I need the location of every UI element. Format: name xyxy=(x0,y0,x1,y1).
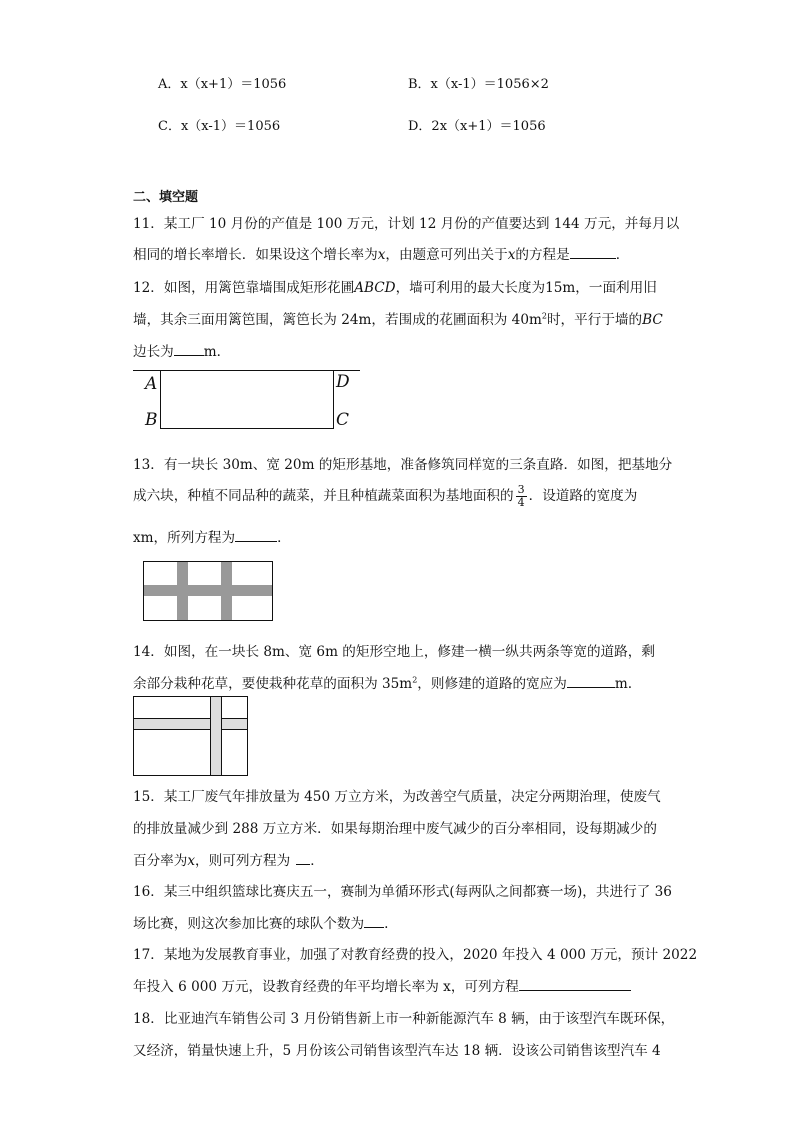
q11-line1: 11．某工厂 10 月份的产值是 100 万元，计划 12 月份的产值要达到 144 万元，并每月以 xyxy=(133,216,680,232)
horizontal-path xyxy=(134,718,247,730)
horizontal-road xyxy=(144,585,272,596)
label-d: D xyxy=(336,372,350,392)
option-d: D．2x（x+1）＝1056 xyxy=(408,119,546,134)
q12-line2: 墙，其余三面用篱笆围，篱笆长为 24m，若围成的花圃面积为 $40m^2$时，平行于墙的BC xyxy=(133,311,663,328)
q16-answer-blank xyxy=(364,915,384,928)
q14-line1: 14．如图，在一块长 8m、宽 6m 的矩形空地上，修建一横一纵共两条等宽的道路，剩 xyxy=(133,644,655,660)
fraction-three-quarters: $\frac{3}{4}$ xyxy=(517,483,525,509)
q12-answer-blank xyxy=(174,343,204,356)
q18-line1: 18．比亚迪汽车销售公司 3 月份销售新上市一种新能源汽车 8 辆，由于该型汽车既环保， xyxy=(133,1011,675,1027)
q12-line1: 12．如图，用篱笆靠墙围成矩形花圃ABCD，墙可利用的最大长度为15m，一面利用旧 xyxy=(133,280,657,296)
q13-answer-blank xyxy=(235,529,277,542)
option-a: A．x（x+1）＝1056 xyxy=(158,77,287,92)
q15-line1: 15．某工厂废气年排放量为 450 万立方米，为改善空气质量，决定分两期治理，使废气 xyxy=(133,789,661,805)
section-title: 二、填空题 xyxy=(133,190,199,205)
vertical-road-2 xyxy=(221,562,232,620)
q13-line3: xm，所列方程为 ． xyxy=(133,530,291,546)
garden-rectangle xyxy=(160,371,334,429)
field-rectangle xyxy=(133,696,248,776)
q18-line2: 又经济，销量快速上升，5 月份该公司销售该型汽车达 18 辆．设该公司销售该型汽车 4 xyxy=(133,1043,661,1059)
q11-answer-blank xyxy=(570,246,616,259)
option-c: C．x（x-1）＝1056 xyxy=(158,119,281,134)
q13-line2: 成六块，种植不同品种的蔬菜，并且种植蔬菜面积为基地面积的 $\frac{3}{4}$ ．设道路的宽度为 xyxy=(133,483,638,509)
q14-line2: 余部分栽种花草，要使栽种花草的面积为 $35m^2$，则修建的道路的宽应为 m. xyxy=(133,675,633,692)
label-c: C xyxy=(336,410,350,430)
q17-line1: 17．某地为发展教育事业，加强了对教育经费的投入，2020 年投入 4 000 万元，预计 2022 xyxy=(133,947,698,963)
q16-line2: 场比赛，则这次参加比赛的球队个数为 . xyxy=(133,916,389,932)
q11-line2: 相同的增长率增长．如果设这个增长率为x，由题意可列出关于x的方程是 ． xyxy=(133,247,630,263)
q15-line2: 的排放量减少到 288 万立方米．如果每期治理中废气减少的百分率相同，设每期减少的 xyxy=(133,821,657,837)
q16-line1: 16．某三中组织篮球比赛庆五一，赛制为单循环形式(每两队之间都赛一场)，共进行了 36 xyxy=(133,884,672,900)
label-a: A xyxy=(145,374,158,394)
q14-answer-blank xyxy=(567,675,615,688)
q15-answer-blank xyxy=(296,852,310,865)
label-b: B xyxy=(145,410,158,430)
q13-line1: 13．有一块长 30m、宽 20m 的矩形基地，准备修筑同样宽的三条直路．如图，把基地分 xyxy=(133,457,673,473)
vertical-road-1 xyxy=(177,562,188,620)
option-b: B．x（x-1）＝1056×2 xyxy=(408,77,549,92)
vertical-path xyxy=(210,697,222,775)
q17-line2: 年投入 6 000 万元，设教育经费的年平均增长率为 x，可列方程 xyxy=(133,975,631,995)
q15-line3: 百分率为x，则可列方程为 ． xyxy=(133,853,324,869)
q12-line3: 边长为 m． xyxy=(133,344,231,360)
q17-answer-blank xyxy=(519,978,631,991)
